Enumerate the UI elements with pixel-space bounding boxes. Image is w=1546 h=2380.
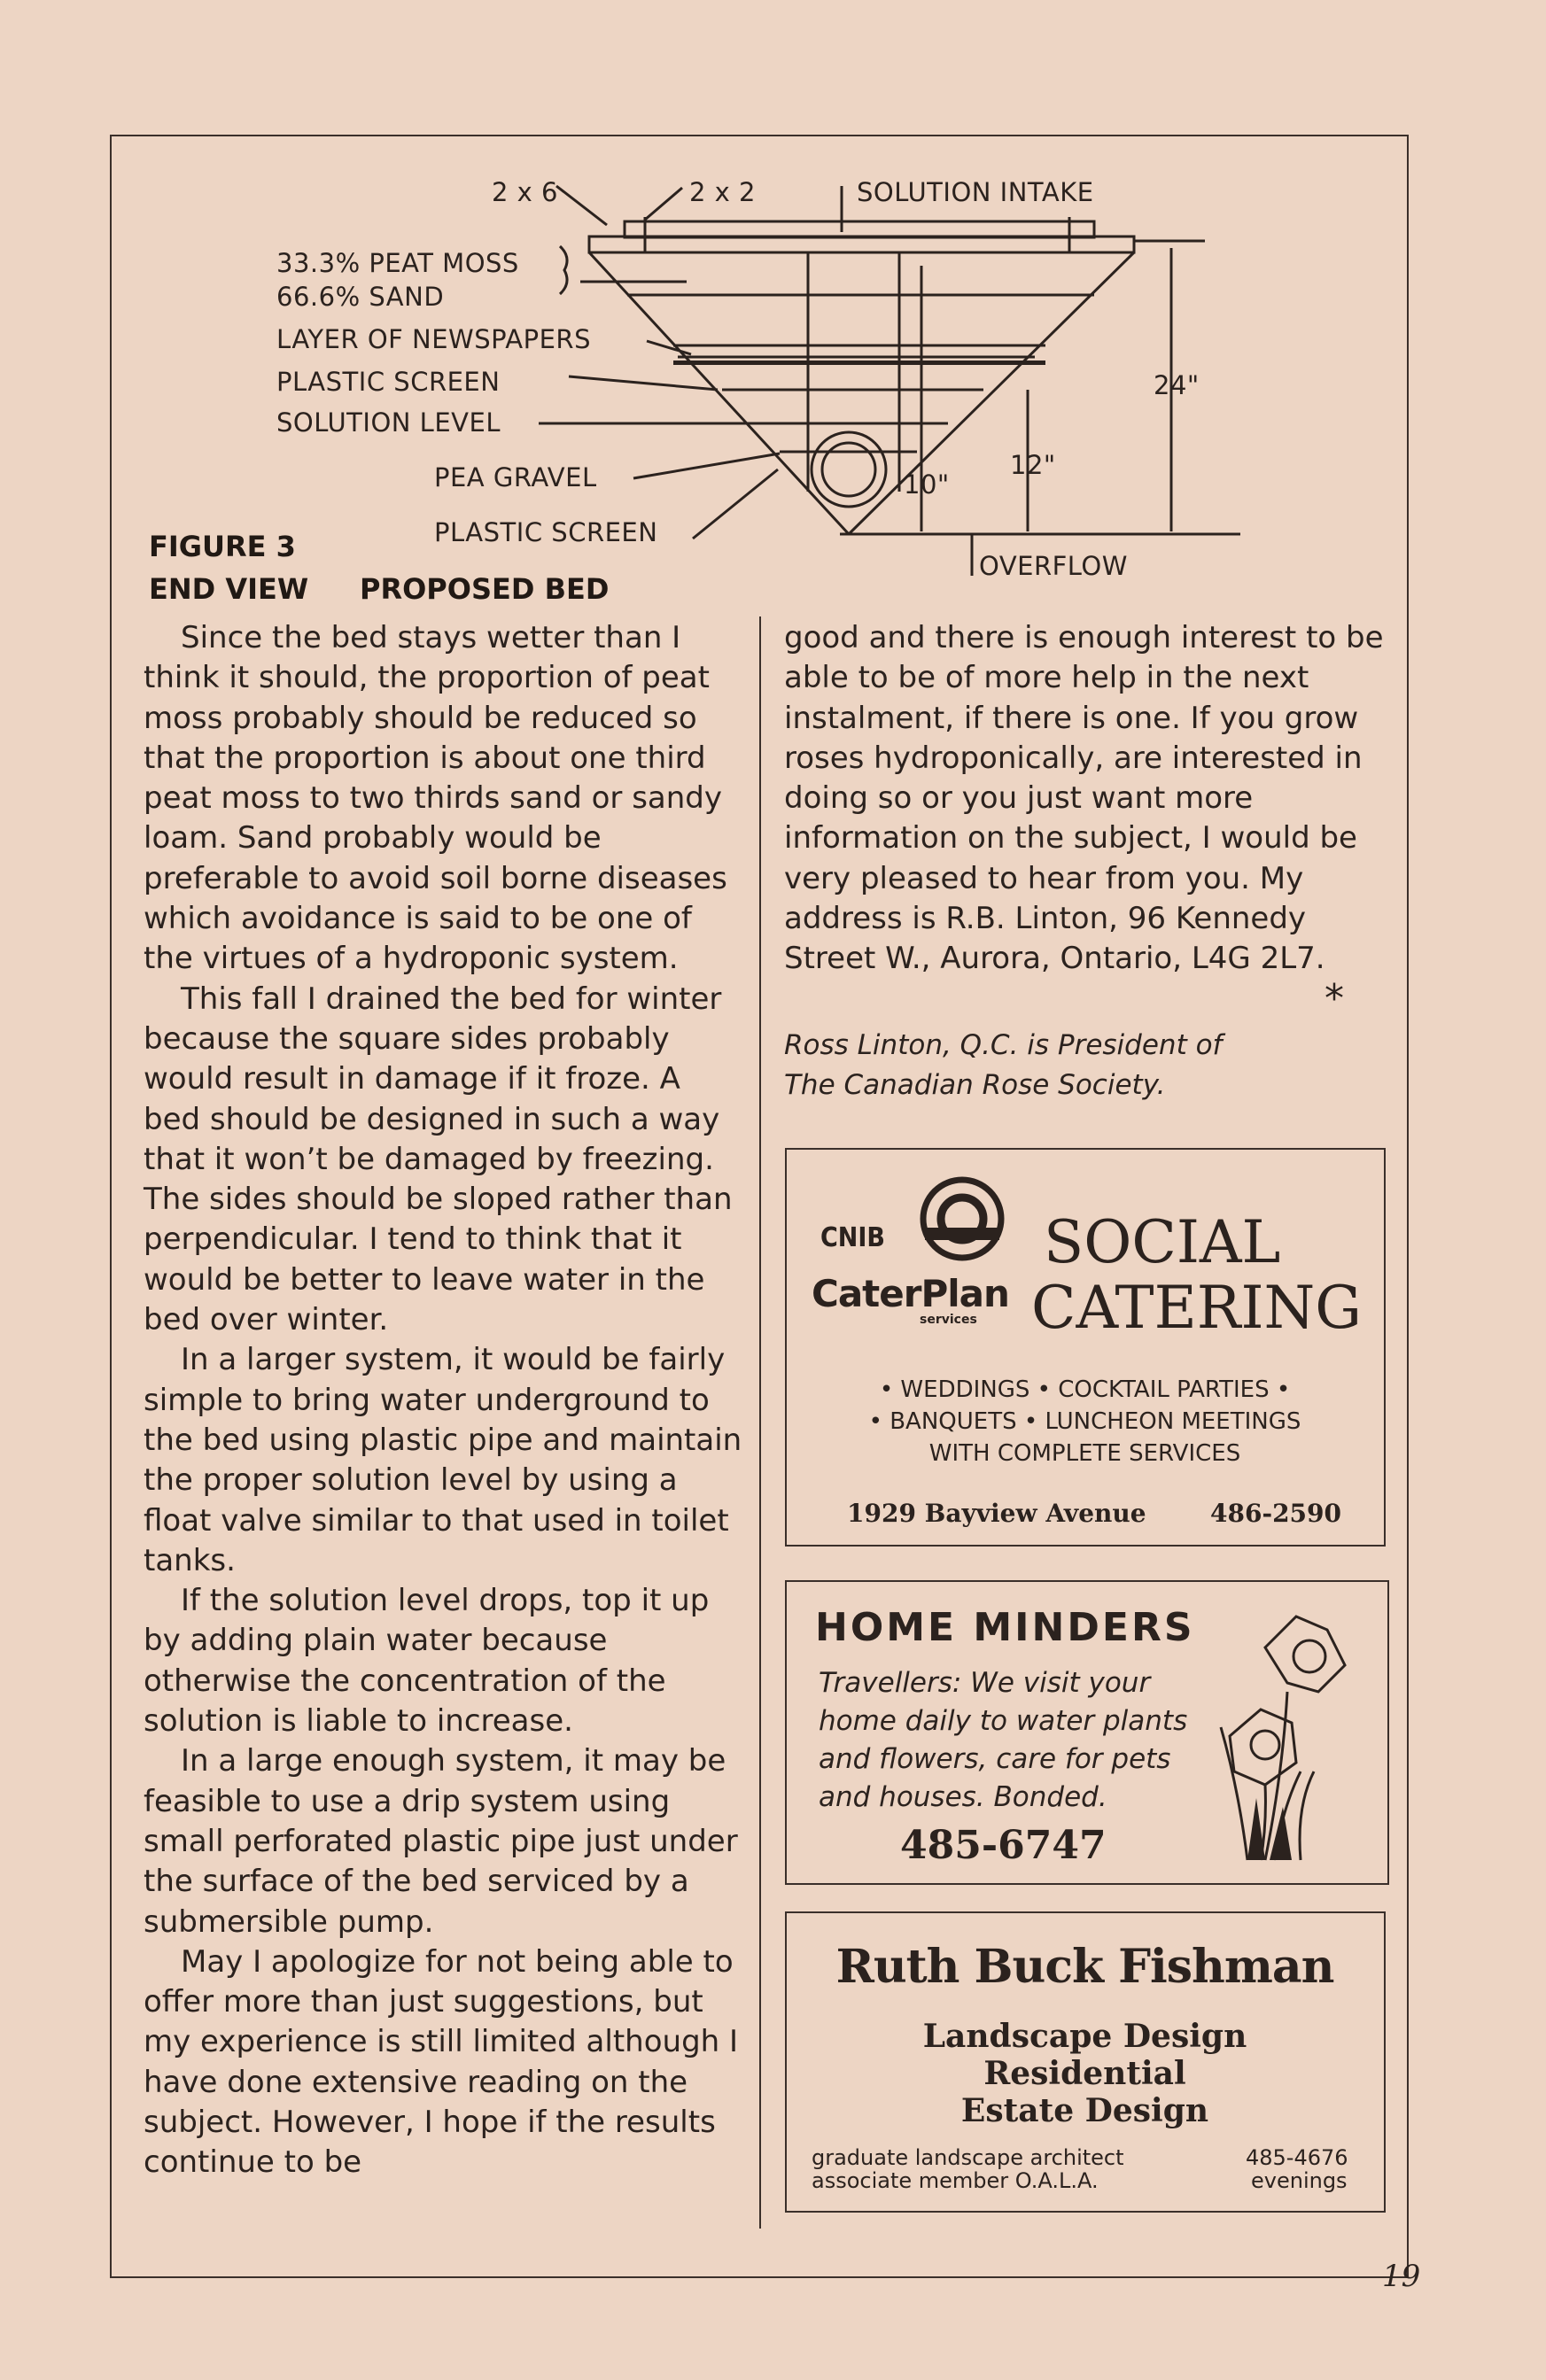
home-minders-phone: 485-6747 (900, 1823, 1107, 1868)
figure-caption-end-view: END VIEW (149, 572, 309, 606)
article-paragraph: good and there is enough interest to be able to be of more help in the next instalment, if there is one. If you grow roses hydroponically, are interested in doing so or you just want more information on the subject, I would be very pleased to hear from you. My address is R.B. Linton, 96 Kennedy Street W., Aurora, Ontario, L4G 2L7. (784, 620, 1384, 977)
label-24-inch: 24" (1154, 370, 1200, 400)
caterplan-logo-text: CaterPlan (812, 1272, 1009, 1315)
label-plastic-screen-bottom: PLASTIC SCREEN (434, 517, 658, 547)
catering-address: 1929 Bayview Avenue (847, 1499, 1146, 1528)
cnib-eye-icon (918, 1174, 1006, 1263)
article-paragraph: Since the bed stays wetter than I think it should, the proportion of peat moss probably should be reduced so that the proportion is about one third peat moss to two thirds sand or sandy loam. Sand probably would be preferable to avoid soil borne diseases which avoidance is said to be one of the virtues of a hydroponic system. (144, 620, 727, 977)
article-right-column (784, 618, 1387, 1105)
ad-ruth-buck-fishman (785, 1911, 1386, 2213)
fishman-name: Ruth Buck Fishman (835, 1940, 1334, 1994)
bed-diagram (0, 0, 1546, 620)
label-peat-moss: 33.3% PEAT MOSS (276, 248, 519, 278)
daffodil-icon (1212, 1594, 1371, 1869)
label-plastic-screen-top: PLASTIC SCREEN (276, 367, 501, 397)
label-12-inch: 12" (1010, 450, 1056, 480)
cnib-logo-text: CNIB (820, 1222, 885, 1253)
home-minders-line-3: and flowers, care for pets (819, 1743, 1171, 1775)
ad-social-catering (785, 1148, 1386, 1547)
fishman-phone-note: evenings (1251, 2168, 1348, 2193)
ad-home-minders (785, 1580, 1389, 1885)
catering-heading: CATERING (1031, 1274, 1362, 1342)
figure-caption-proposed-bed: PROPOSED BED (360, 572, 610, 606)
author-byline-1: Ross Linton, Q.C. is President of (784, 1028, 1223, 1061)
label-solution-intake: SOLUTION INTAKE (857, 177, 1094, 207)
home-minders-title: HOME MINDERS (815, 1605, 1195, 1650)
label-2x2: 2 x 2 (689, 177, 756, 207)
fishman-phone: 485-4676 (1246, 2145, 1348, 2170)
fishman-line-1: Landscape Design (922, 2018, 1247, 2055)
fishman-line-3: Estate Design (960, 2092, 1209, 2129)
label-newspapers: LAYER OF NEWSPAPERS (276, 324, 591, 354)
column-divider (759, 616, 761, 2229)
label-overflow: OVERFLOW (979, 551, 1128, 581)
label-2x6: 2 x 6 (492, 177, 558, 207)
catering-phone: 486-2590 (1210, 1499, 1341, 1528)
home-minders-line-1: Travellers: We visit your (819, 1667, 1151, 1699)
label-pea-gravel: PEA GRAVEL (434, 462, 597, 492)
home-minders-line-4: and houses. Bonded. (819, 1781, 1107, 1813)
article-paragraph: In a larger system, it would be fairly simple to bring water underground to the bed using plastic pipe and maintain the proper solution level by using a float valve similar to that used in toilet tanks. (144, 1342, 742, 1578)
catering-services-line-3: WITH COMPLETE SERVICES (928, 1440, 1241, 1467)
fishman-line-2: Residential (983, 2055, 1186, 2092)
end-mark: * (1325, 975, 1344, 1021)
catering-services-line-2: • BANQUETS • LUNCHEON MEETINGS (868, 1408, 1301, 1435)
catering-services-line-1: • WEDDINGS • COCKTAIL PARTIES • (879, 1376, 1291, 1403)
caterplan-services-text: services (920, 1313, 977, 1327)
article-paragraph: This fall I drained the bed for winter because the square sides probably would result in damage if it froze. A bed should be designed in such a way that it won’t be damaged by freezing. The sides should be sloped rather than perpendicular. I tend to think that it would be better to leave water in the bed over winter. (144, 981, 733, 1338)
author-byline-2: The Canadian Rose Society. (784, 1068, 1166, 1101)
fishman-credential-2: associate member O.A.L.A. (812, 2168, 1099, 2193)
article-left-column (144, 618, 746, 2183)
article-paragraph: May I apologize for not being able to offer more than just suggestions, but my experience is still limited although I have done extensive reading on the subject. However, I hope if the results continue to be (144, 1943, 739, 2181)
figure-number: FIGURE 3 (149, 530, 296, 563)
social-heading: SOCIAL (1044, 1208, 1281, 1276)
fishman-credential-1: graduate landscape architect (812, 2145, 1124, 2170)
article-paragraph: If the solution level drops, top it up by adding plain water because otherwise the concentration of the solution is liable to increase. (144, 1583, 710, 1740)
label-10-inch: 10" (904, 469, 950, 500)
home-minders-line-2: home daily to water plants (819, 1705, 1188, 1737)
label-solution-level: SOLUTION LEVEL (276, 407, 501, 438)
article-paragraph: In a large enough system, it may be feasible to use a drip system using small perforated plastic pipe just under the surface of the bed serviced by a submersible pump. (144, 1743, 738, 1940)
page-number: 19 (1382, 2259, 1421, 2294)
label-sand: 66.6% SAND (276, 282, 445, 312)
